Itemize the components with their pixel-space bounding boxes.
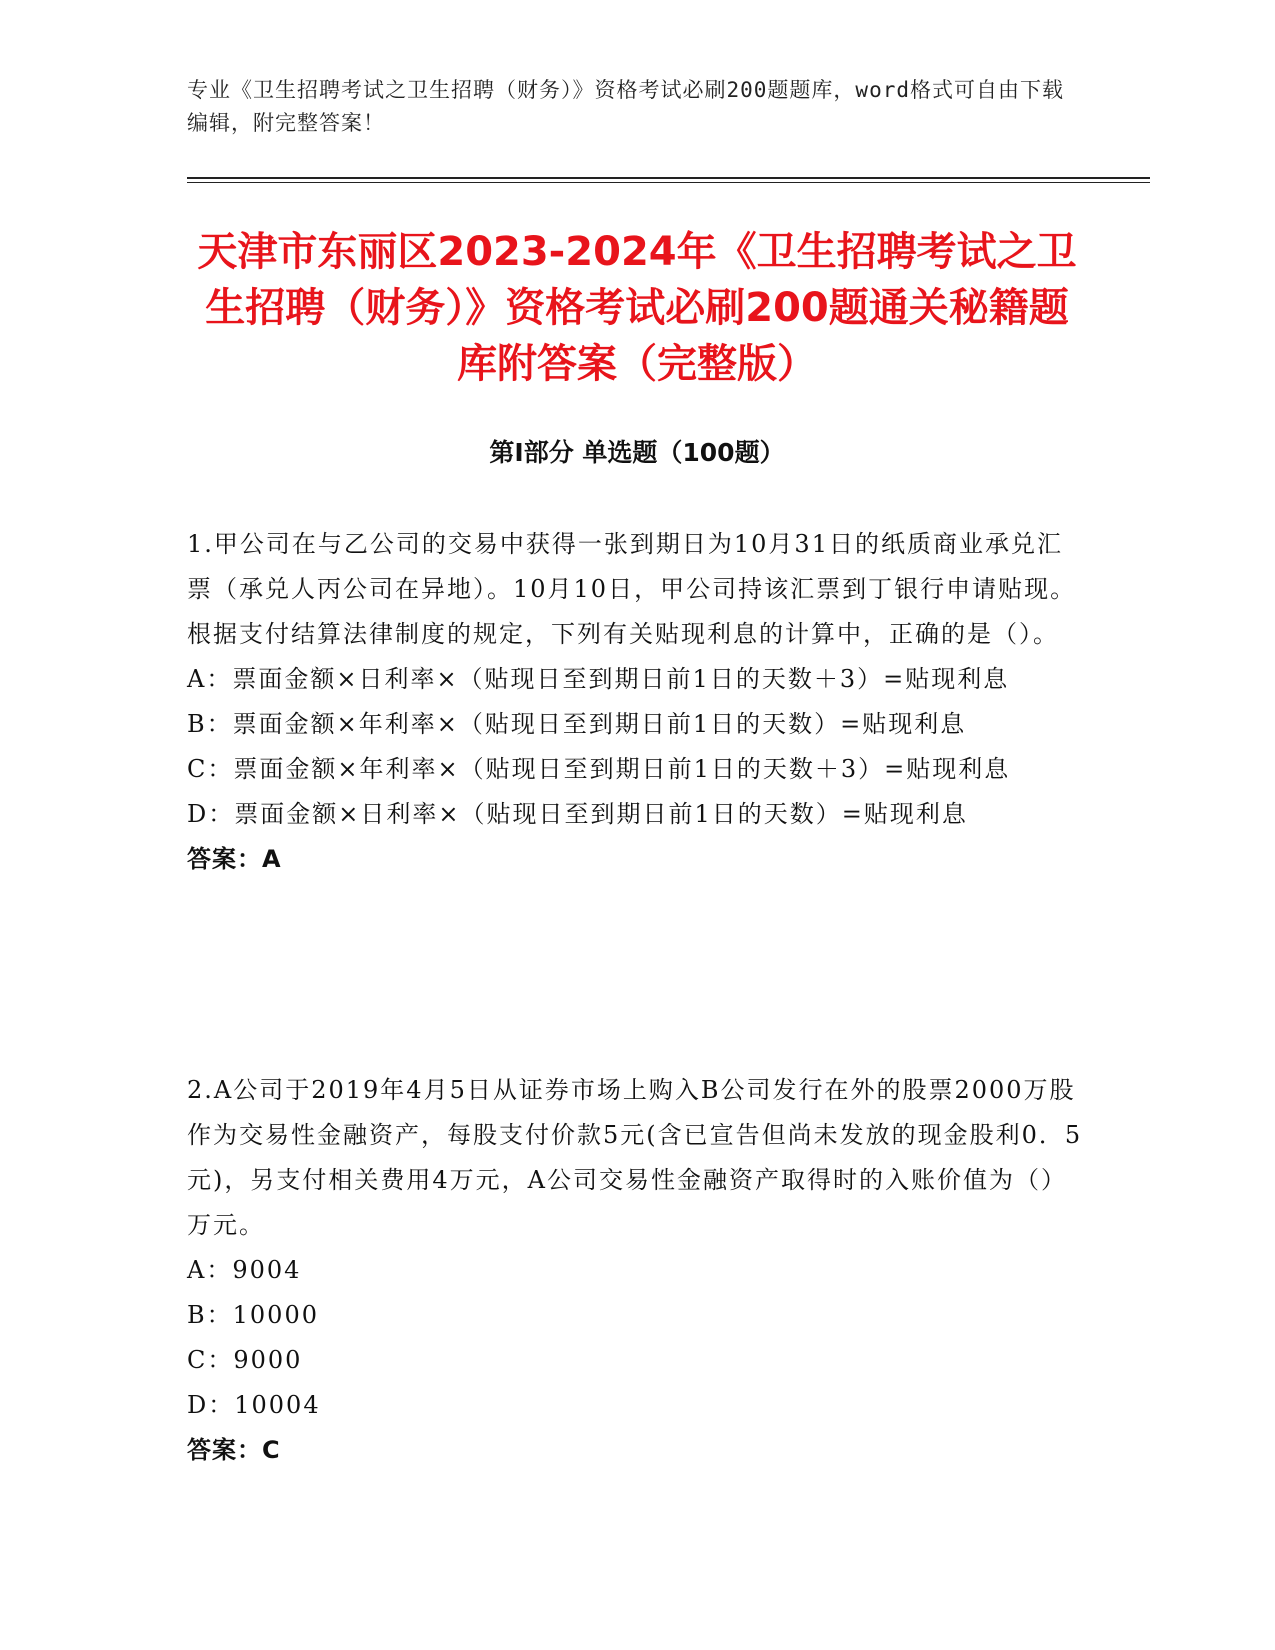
header-divider-thick xyxy=(187,177,1150,179)
option-d: D：票面金额×日利率×（贴现日至到期日前1日的天数）=贴现利息 xyxy=(187,800,968,828)
question-stem: 1.甲公司在与乙公司的交易中获得一张到期日为10月31日的纸质商业承兑汇票（承兑人丙公司在异地）。10月10日，甲公司持该汇票到丁银行申请贴现。根据支付结算法律制度的规定，下列有关贴现利息的计算中，正确的是（）。 xyxy=(187,530,1077,648)
question-2 xyxy=(187,1068,1087,1473)
option-c: C：票面金额×年利率×（贴现日至到期日前1日的天数＋3）=贴现利息 xyxy=(187,755,1011,783)
section-title: 第Ⅰ部分 单选题（100题） xyxy=(489,438,785,467)
document-title: 天津市东丽区2023-2024年《卫生招聘考试之卫生招聘（财务）》资格考试必刷200题通关秘籍题库附答案（完整版） xyxy=(197,229,1077,387)
option-a: A：9004 xyxy=(187,1256,302,1284)
option-a: A：票面金额×日利率×（贴现日至到期日前1日的天数＋3）=贴现利息 xyxy=(187,665,1010,693)
question-1 xyxy=(187,522,1087,882)
header-divider-thin xyxy=(187,182,1150,183)
answer: 答案：A xyxy=(187,845,282,873)
question-stem: 2.A公司于2019年4月5日从证券市场上购入B公司发行在外的股票2000万股作为交易性金融资产，每股支付价款5元(含已宣告但尚未发放的现金股利0．5元)，另支付相关费用4万元，A公司交易性金融资产取得时的入账价值为（）万元。 xyxy=(187,1076,1083,1239)
answer: 答案：C xyxy=(187,1436,281,1464)
header-note: 专业《卫生招聘考试之卫生招聘（财务）》资格考试必刷200题题库，word格式可自由下载编辑，附完整答案！ xyxy=(187,78,1064,135)
option-d: D：10004 xyxy=(187,1391,321,1419)
option-c: C：9000 xyxy=(187,1346,303,1374)
option-b: B：10000 xyxy=(187,1301,319,1329)
option-b: B：票面金额×年利率×（贴现日至到期日前1日的天数）=贴现利息 xyxy=(187,710,967,738)
